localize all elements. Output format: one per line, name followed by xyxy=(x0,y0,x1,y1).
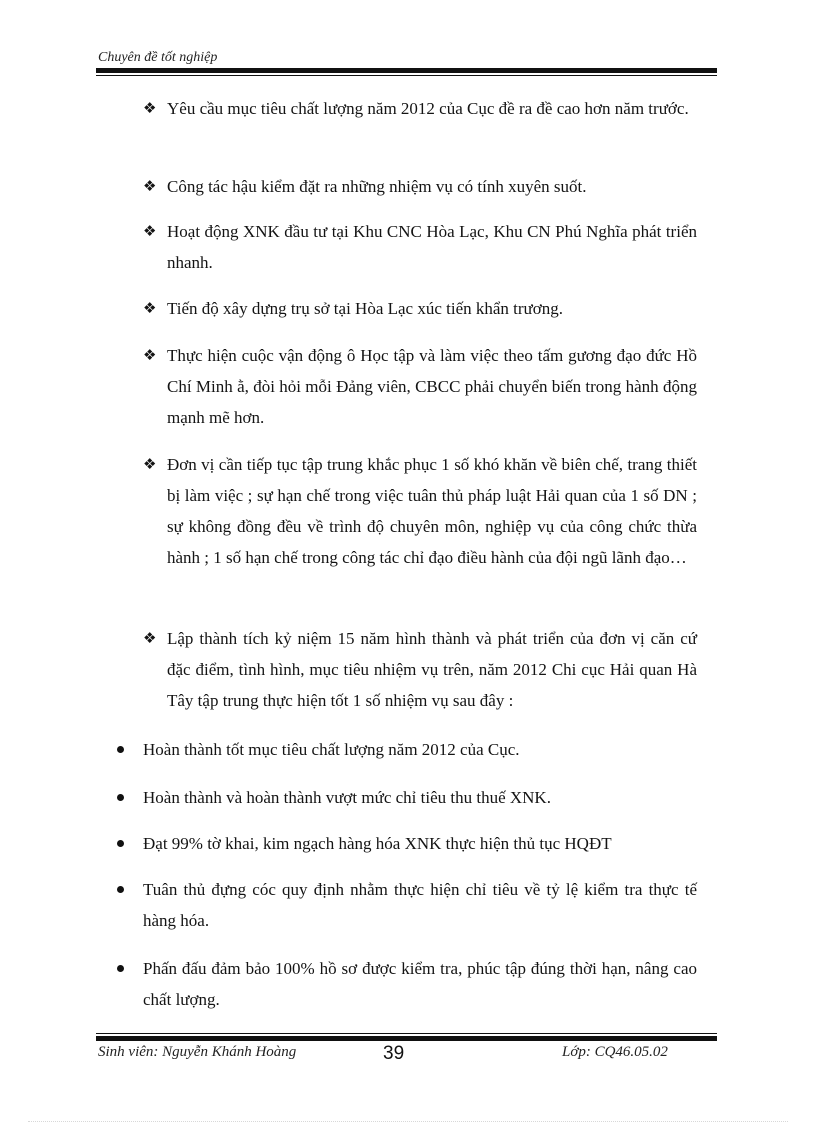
diamond-bullet-icon: ❖ xyxy=(143,99,157,117)
bullet-item xyxy=(117,953,697,1015)
bullet-dot-icon xyxy=(117,840,124,847)
bullet-item-text: Hoàn thành và hoàn thành vượt mức chỉ tiêu thu thuế XNK. xyxy=(143,788,551,807)
diamond-item xyxy=(145,293,697,324)
diamond-item-text: Tiến độ xây dựng trụ sở tại Hòa Lạc xúc tiến khẩn trương. xyxy=(167,299,564,318)
bullet-dot-icon xyxy=(117,794,124,801)
diamond-item xyxy=(145,216,697,278)
bullet-dot-icon xyxy=(117,746,124,753)
bullet-dot-icon xyxy=(117,965,124,972)
header-rule xyxy=(96,68,717,76)
diamond-item xyxy=(145,623,697,716)
bullet-item-text: Phấn đấu đảm bảo 100% hồ sơ được kiểm tra, phúc tập đúng thời hạn, nâng cao chất lượng. xyxy=(143,959,697,1009)
page-number: 39 xyxy=(383,1043,405,1064)
bullet-dot-icon xyxy=(117,886,124,893)
header-title: Chuyên đề tốt nghiệp xyxy=(98,50,218,65)
diamond-bullet-icon: ❖ xyxy=(143,629,157,647)
bullet-item-text: Đạt 99% tờ khai, kim ngạch hàng hóa XNK thực hiện thủ tục HQĐT xyxy=(143,834,612,853)
diamond-item xyxy=(145,93,697,124)
bullet-item-text: Hoàn thành tốt mục tiêu chất lượng năm 2012 của Cục. xyxy=(143,740,520,759)
diamond-item-text: Thực hiện cuộc vận động ô Học tập và làm việc theo tấm gương đạo đức Hồ Chí Minh ằ, đòi hỏi mỗi Đảng viên, CBCC phải chuyển biến trong hành động mạnh mẽ hơn. xyxy=(167,346,697,427)
diamond-bullet-icon: ❖ xyxy=(143,177,157,195)
diamond-item xyxy=(145,340,697,433)
bullet-item xyxy=(117,828,697,859)
page-edge-divider xyxy=(28,1121,788,1122)
footer-class: Lớp: CQ46.05.02 xyxy=(562,1044,668,1060)
bullet-item xyxy=(117,782,697,813)
bullet-item xyxy=(117,874,697,936)
diamond-item-text: Đơn vị cần tiếp tục tập trung khắc phục 1 số khó khăn về biên chế, trang thiết bị làm việc ; sự hạn chế trong việc tuân thủ pháp luật Hải quan của 1 số DN ; sự không đồng đều về trình độ chuyên môn, nghiệp vụ của công chức thừa hành ; 1 số hạn chế trong công tác chỉ đạo điều hành của đội ngũ lãnh đạo… xyxy=(167,455,697,567)
diamond-bullet-icon: ❖ xyxy=(143,299,157,317)
footer-rule xyxy=(96,1033,717,1041)
diamond-item xyxy=(145,171,697,202)
diamond-item-text: Lập thành tích kỷ niệm 15 năm hình thành và phát triển của đơn vị căn cứ đặc điểm, tình hình, mục tiêu nhiệm vụ trên, năm 2012 Chi cục Hải quan Hà Tây tập trung thực hiện tốt 1 số nhiệm vụ sau đây : xyxy=(167,629,697,710)
diamond-bullet-icon: ❖ xyxy=(143,455,157,473)
diamond-item xyxy=(145,449,697,573)
footer-student: Sinh viên: Nguyễn Khánh Hoàng xyxy=(98,1044,297,1060)
diamond-bullet-icon: ❖ xyxy=(143,222,157,240)
bullet-item xyxy=(117,734,697,765)
diamond-bullet-icon: ❖ xyxy=(143,346,157,364)
diamond-item-text: Yêu cầu mục tiêu chất lượng năm 2012 của Cục đề ra đề cao hơn năm trước. xyxy=(167,99,689,118)
diamond-item-text: Công tác hậu kiểm đặt ra những nhiệm vụ có tính xuyên suốt. xyxy=(167,177,587,196)
diamond-item-text: Hoạt động XNK đầu tư tại Khu CNC Hòa Lạc, Khu CN Phú Nghĩa phát triển nhanh. xyxy=(167,222,697,272)
bullet-item-text: Tuân thủ đựng cóc quy định nhằm thực hiện chỉ tiêu về tỷ lệ kiểm tra thực tế hàng hóa. xyxy=(143,880,697,930)
